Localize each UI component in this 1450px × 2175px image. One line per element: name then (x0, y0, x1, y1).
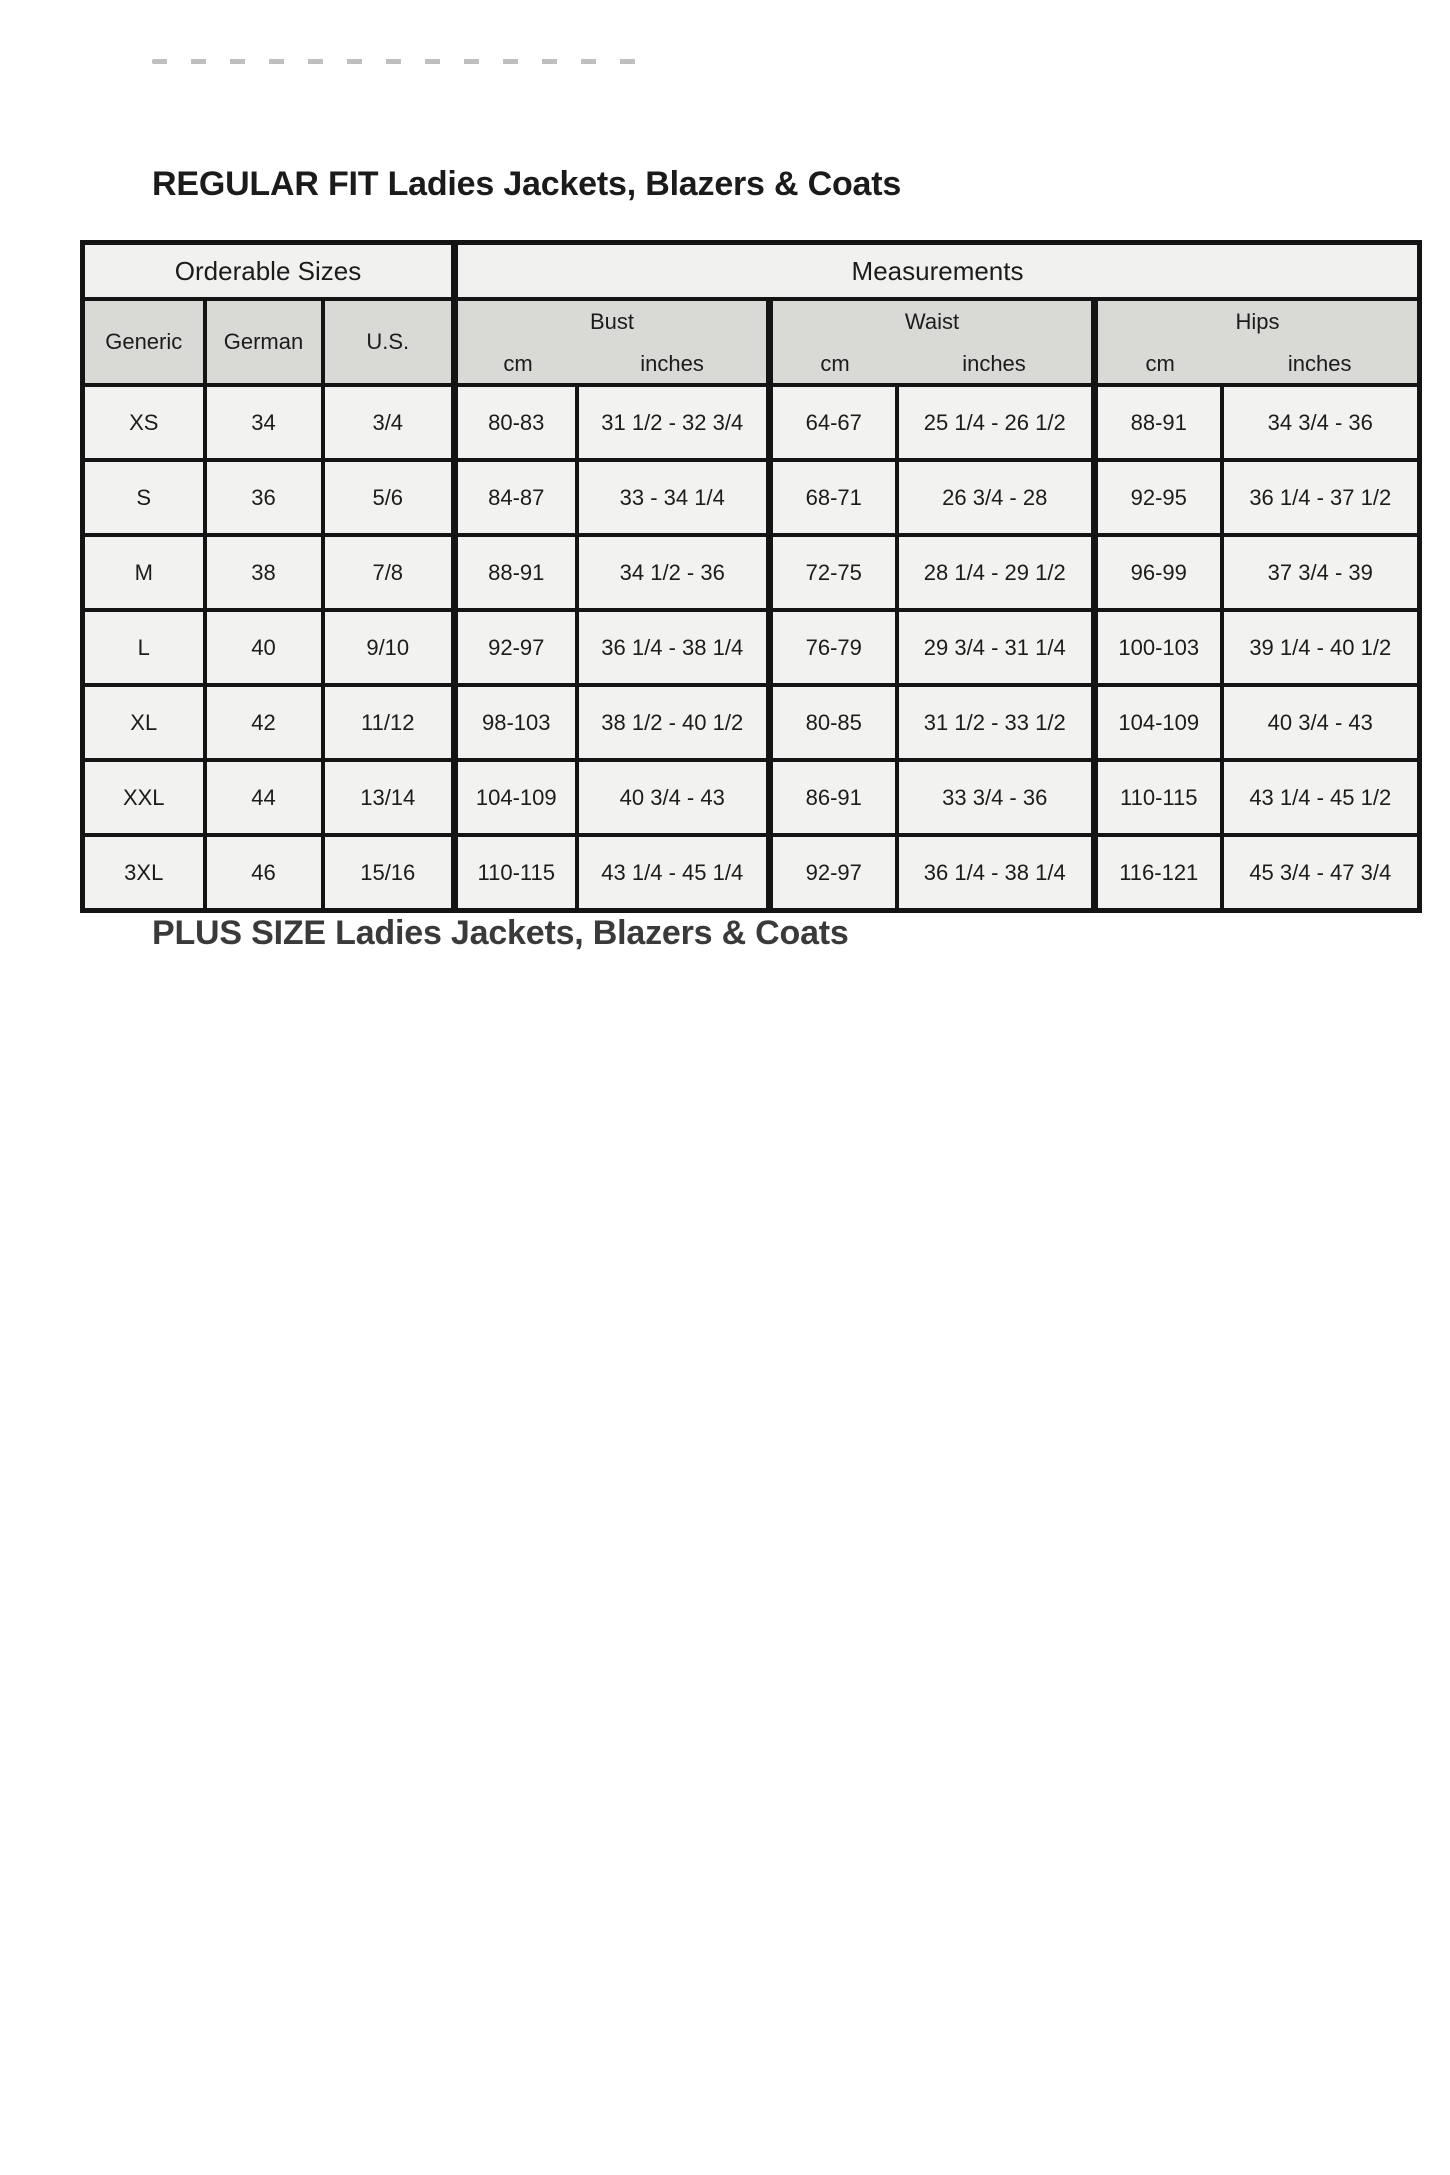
size-chart-table (80, 240, 1422, 913)
cell-bust-inches: 36 1/4 - 38 1/4 (577, 610, 770, 685)
table-row (83, 460, 1420, 535)
cell-bust-cm: 98-103 (455, 685, 577, 760)
cell-hips-cm: 100-103 (1095, 610, 1222, 685)
cell-us-size: 3/4 (323, 385, 455, 460)
cell-hips-cm: 110-115 (1095, 760, 1222, 835)
cell-hips-inches: 45 3/4 - 47 3/4 (1222, 835, 1420, 911)
cell-hips-inches: 36 1/4 - 37 1/2 (1222, 460, 1420, 535)
cell-hips-cm: 88-91 (1095, 385, 1222, 460)
bust-cm-unit-label: cm (503, 351, 533, 376)
cell-hips-cm: 96-99 (1095, 535, 1222, 610)
column-header-hips (1095, 299, 1420, 385)
cell-bust-cm: 84-87 (455, 460, 577, 535)
cell-german-size: 46 (205, 835, 323, 911)
cell-waist-cm: 86-91 (770, 760, 897, 835)
cell-waist-cm: 92-97 (770, 835, 897, 911)
clipped-text-remnant-top (152, 59, 652, 64)
cell-waist-cm: 68-71 (770, 460, 897, 535)
table-column-header-row (83, 299, 1420, 385)
cell-german-size: 38 (205, 535, 323, 610)
cell-waist-inches: 36 1/4 - 38 1/4 (897, 835, 1095, 911)
section-title: REGULAR FIT Ladies Jackets, Blazers & Coats (152, 165, 902, 203)
cell-german-size: 40 (205, 610, 323, 685)
cell-german-size: 36 (205, 460, 323, 535)
cell-waist-cm: 80-85 (770, 685, 897, 760)
cell-waist-inches: 33 3/4 - 36 (897, 760, 1095, 835)
cell-bust-inches: 34 1/2 - 36 (577, 535, 770, 610)
cell-us-size: 9/10 (323, 610, 455, 685)
cell-bust-inches: 38 1/2 - 40 1/2 (577, 685, 770, 760)
cell-bust-cm: 110-115 (455, 835, 577, 911)
bust-group-label: Bust (589, 309, 635, 334)
table-row (83, 835, 1420, 911)
waist-inches-unit-label: inches (962, 351, 1026, 376)
clipped-next-section-title (152, 912, 849, 952)
orderable-sizes-header: Orderable Sizes (83, 243, 455, 300)
cell-generic-size: 3XL (83, 835, 205, 911)
cell-waist-inches: 26 3/4 - 28 (897, 460, 1095, 535)
column-header-waist (770, 299, 1095, 385)
cell-waist-inches: 29 3/4 - 31 1/4 (897, 610, 1095, 685)
table-row (83, 685, 1420, 760)
cell-us-size: 5/6 (323, 460, 455, 535)
cell-us-size: 11/12 (323, 685, 455, 760)
table-row (83, 535, 1420, 610)
cell-bust-cm: 80-83 (455, 385, 577, 460)
hips-cm-unit-label: cm (1145, 351, 1175, 376)
waist-cm-unit-label: cm (820, 351, 850, 376)
cell-hips-inches: 34 3/4 - 36 (1222, 385, 1420, 460)
cell-hips-cm: 116-121 (1095, 835, 1222, 911)
table-group-header-row (83, 243, 1420, 300)
cell-german-size: 44 (205, 760, 323, 835)
table-row (83, 610, 1420, 685)
cell-bust-cm: 88-91 (455, 535, 577, 610)
cell-hips-inches: 37 3/4 - 39 (1222, 535, 1420, 610)
cell-hips-cm: 92-95 (1095, 460, 1222, 535)
table-row (83, 385, 1420, 460)
cell-waist-inches: 31 1/2 - 33 1/2 (897, 685, 1095, 760)
cell-bust-inches: 43 1/4 - 45 1/4 (577, 835, 770, 911)
cell-german-size: 34 (205, 385, 323, 460)
bust-inches-unit-label: inches (640, 351, 704, 376)
cell-hips-inches: 43 1/4 - 45 1/2 (1222, 760, 1420, 835)
next-section-title-text: PLUS SIZE Ladies Jackets, Blazers & Coats (152, 914, 849, 952)
cell-bust-inches: 33 - 34 1/4 (577, 460, 770, 535)
cell-german-size: 42 (205, 685, 323, 760)
column-header-german: German (205, 299, 323, 385)
cell-hips-inches: 40 3/4 - 43 (1222, 685, 1420, 760)
table-row (83, 760, 1420, 835)
column-header-bust (455, 299, 770, 385)
cell-waist-inches: 28 1/4 - 29 1/2 (897, 535, 1095, 610)
cell-hips-inches: 39 1/4 - 40 1/2 (1222, 610, 1420, 685)
cell-bust-cm: 104-109 (455, 760, 577, 835)
hips-inches-unit-label: inches (1287, 351, 1352, 376)
cell-generic-size: XL (83, 685, 205, 760)
cell-us-size: 7/8 (323, 535, 455, 610)
cell-generic-size: XXL (83, 760, 205, 835)
cell-generic-size: XS (83, 385, 205, 460)
cell-generic-size: S (83, 460, 205, 535)
cell-hips-cm: 104-109 (1095, 685, 1222, 760)
cell-generic-size: M (83, 535, 205, 610)
cell-waist-cm: 72-75 (770, 535, 897, 610)
cell-generic-size: L (83, 610, 205, 685)
cell-bust-inches: 31 1/2 - 32 3/4 (577, 385, 770, 460)
cell-waist-inches: 25 1/4 - 26 1/2 (897, 385, 1095, 460)
hips-group-label: Hips (1235, 309, 1280, 334)
cell-us-size: 13/14 (323, 760, 455, 835)
cell-waist-cm: 64-67 (770, 385, 897, 460)
cell-bust-cm: 92-97 (455, 610, 577, 685)
cell-waist-cm: 76-79 (770, 610, 897, 685)
measurements-header: Measurements (455, 243, 1420, 300)
cell-bust-inches: 40 3/4 - 43 (577, 760, 770, 835)
column-header-us: U.S. (323, 299, 455, 385)
waist-group-label: Waist (904, 309, 960, 334)
column-header-generic: Generic (83, 299, 205, 385)
cell-us-size: 15/16 (323, 835, 455, 911)
